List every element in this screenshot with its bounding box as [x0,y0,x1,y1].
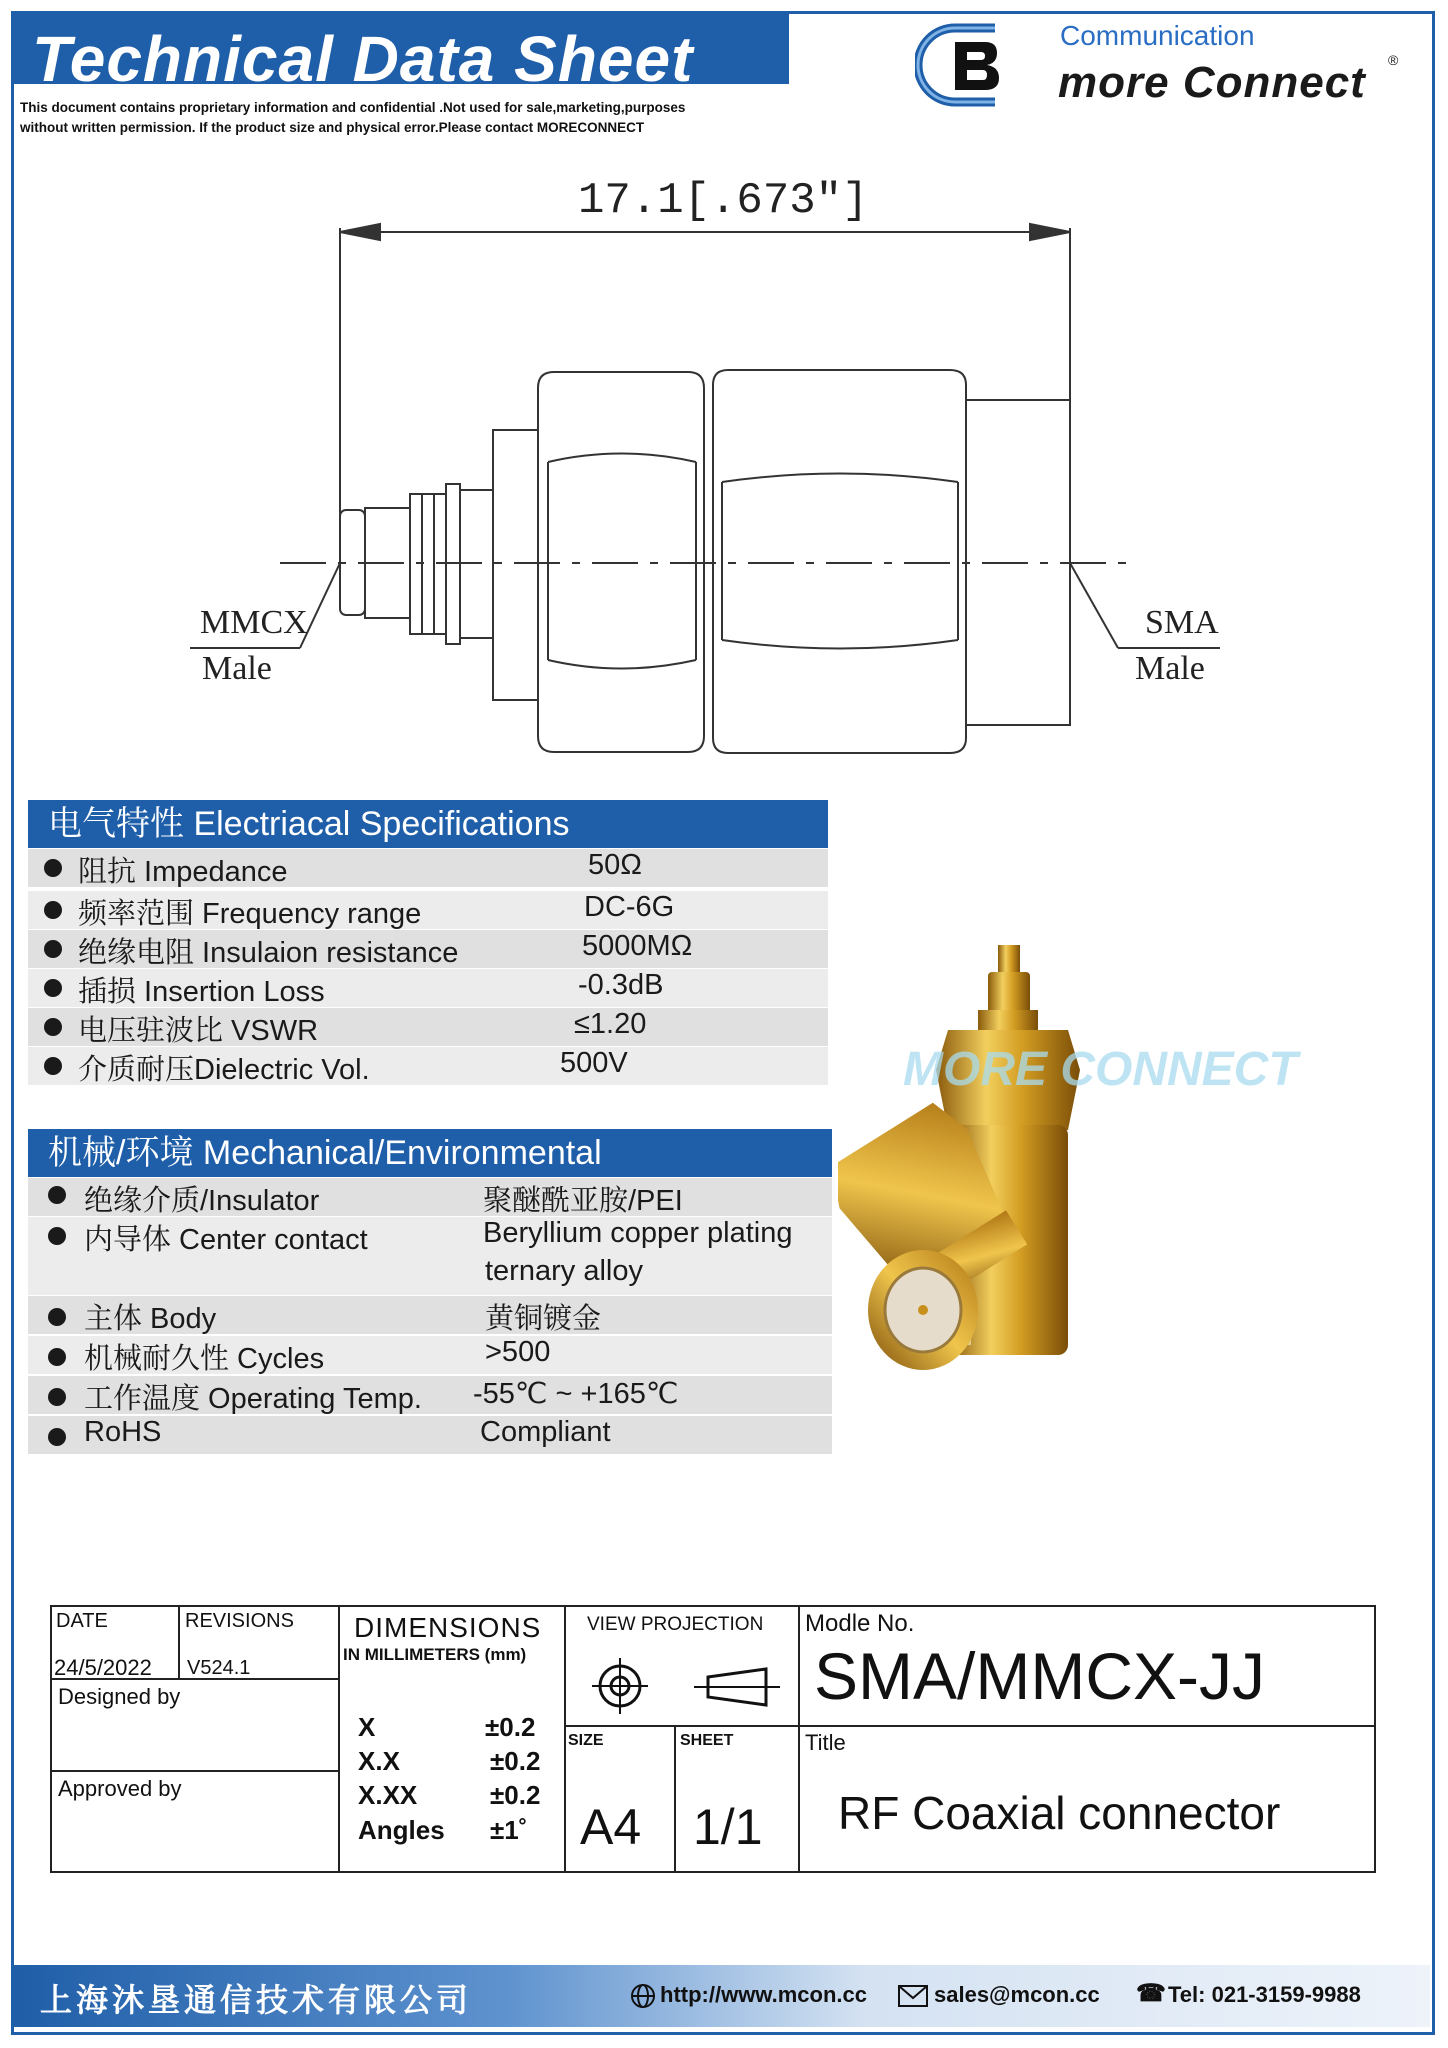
tolerance-value: ±0.2 [490,1780,541,1810]
bullet-icon [44,940,62,958]
spec-label: 插损 Insertion Loss [78,976,325,1008]
spec-row [28,1336,832,1374]
revisions-label: REVISIONS [185,1610,294,1632]
bullet-icon [48,1428,66,1446]
spec-label: 机械耐久性 Cycles [84,1343,325,1375]
spec-label: 绝缘介质/Insulator [84,1185,320,1217]
bullet-icon [48,1186,66,1204]
overall-length-dimension: 17.1[.673″] [578,176,869,226]
divider [50,1770,340,1772]
tolerance-value: ±0.2 [490,1746,541,1776]
spec-value: DC-6G [584,891,675,923]
page-title: Technical Data Sheet [32,23,694,95]
bullet-icon [44,979,62,997]
dimensions-unit: IN MILLIMETERS (mm) [343,1645,527,1664]
product-title: RF Coaxial connector [838,1787,1281,1839]
spec-value: ≤1.20 [574,1008,647,1040]
logo-brand-text: more Connect [1058,58,1366,107]
disclaimer-line-1: This document contains proprietary information and confidential .Not used for sale,marketing,purposes [20,100,686,115]
left-connector-gender: Male [202,650,272,687]
spec-value: 聚醚酰亚胺/PEI [483,1185,683,1217]
website-link[interactable]: http://www.mcon.cc [660,1982,867,2007]
spec-row [28,849,828,887]
tolerance-key: X.X [358,1746,400,1776]
date-value: 24/5/2022 [54,1655,152,1680]
watermark: MORE CONNECT [903,1043,1298,1096]
spec-row [28,891,828,929]
right-connector-gender: Male [1135,650,1205,687]
bullet-icon [48,1348,66,1366]
model-number-label: Modle No. [805,1610,915,1637]
spec-value: 500V [560,1047,628,1079]
size-label: SIZE [568,1732,604,1749]
spec-label: 绝缘电阻 Insulaion resistance [78,937,459,969]
title-band [14,14,789,95]
spec-row [28,1047,828,1085]
model-number: SMA/MMCX-JJ [814,1639,1265,1713]
spec-row [28,1178,832,1216]
spec-value: 5000MΩ [582,930,693,962]
first-angle-projection-icon [590,1656,650,1716]
spec-row [28,1416,832,1454]
registered-mark: ® [1388,52,1399,68]
divider [178,1605,180,1680]
projection-cone-icon [692,1665,782,1709]
spec-value: Beryllium copper plating [483,1217,793,1249]
company-logo-icon [915,20,1015,110]
spec-value: Compliant [480,1416,611,1448]
left-connector-label: MMCX [200,604,308,641]
spec-label: 电压驻波比 VSWR [78,1015,319,1047]
tolerance-value: ±0.2 [485,1712,536,1742]
spec-value: >500 [485,1336,551,1368]
globe-icon [630,1983,656,2009]
date-label: DATE [56,1610,108,1632]
size-value: A4 [580,1799,642,1855]
email-link[interactable]: sales@mcon.cc [934,1982,1100,2007]
logo-communication-text: Communication [1060,20,1255,51]
spec-label: 阻抗 Impedance [78,856,288,888]
tolerance-value: ±1˚ [490,1815,528,1845]
bullet-icon [44,1018,62,1036]
divider [798,1725,1376,1727]
bullet-icon [48,1308,66,1326]
bullet-icon [48,1388,66,1406]
tolerance-key: X [358,1712,376,1742]
designed-by-label: Designed by [58,1684,181,1709]
divider [564,1605,566,1873]
bullet-icon [44,901,62,919]
divider [674,1725,676,1873]
sheet-label: SHEET [680,1732,734,1749]
divider [798,1605,800,1873]
spec-label: 介质耐压Dielectric Vol. [78,1054,370,1086]
spec-value: 黄铜镀金 [485,1303,602,1335]
tolerance-key: X.XX [358,1780,418,1810]
spec-value: -0.3dB [578,969,664,1001]
spec-row [28,1008,828,1046]
right-connector-label: SMA [1145,604,1219,641]
spec-row [28,930,828,968]
bullet-icon [44,859,62,877]
mechanical-spec-heading: 机械/环境 Mechanical/Environmental [28,1129,832,1177]
divider [564,1725,800,1727]
spec-row [28,1217,832,1295]
spec-value: 50Ω [588,849,642,881]
dimensions-title: DIMENSIONS [354,1612,542,1643]
spec-row [28,969,828,1007]
divider [338,1605,340,1873]
bullet-icon [48,1227,66,1245]
approved-by-label: Approved by [58,1776,182,1801]
bullet-icon [44,1057,62,1075]
product-photo [838,800,1438,1400]
company-name: 上海沐垦通信技术有限公司 [40,1981,473,2019]
sheet-value: 1/1 [693,1799,763,1855]
revisions-value: V524.1 [187,1657,251,1679]
phone-number: Tel: 021-3159-9988 [1168,1982,1361,2007]
view-projection-label: VIEW PROJECTION [587,1614,764,1635]
mail-icon [898,1985,928,2007]
spec-label: RoHS [84,1416,162,1448]
spec-label: 工作温度 Operating Temp. [84,1383,422,1415]
phone-icon: ☎ [1136,1980,1166,2007]
spec-row [28,1296,832,1334]
disclaimer [20,98,800,138]
spec-value-continued: ternary alloy [485,1255,643,1287]
electrical-spec-heading: 电气特性 Electriacal Specifications [28,800,828,848]
spec-row [28,1376,832,1414]
spec-label: 主体 Body [84,1303,217,1335]
spec-label: 内导体 Center contact [84,1224,368,1256]
spec-value: -55℃ ~ +165℃ [473,1378,679,1410]
disclaimer-line-2: without written permission. If the product size and physical error.Please contact MORECONNECT [20,120,645,135]
title-label: Title [805,1730,846,1755]
spec-label: 频率范围 Frequency range [78,898,422,930]
tolerance-key: Angles [358,1815,445,1845]
